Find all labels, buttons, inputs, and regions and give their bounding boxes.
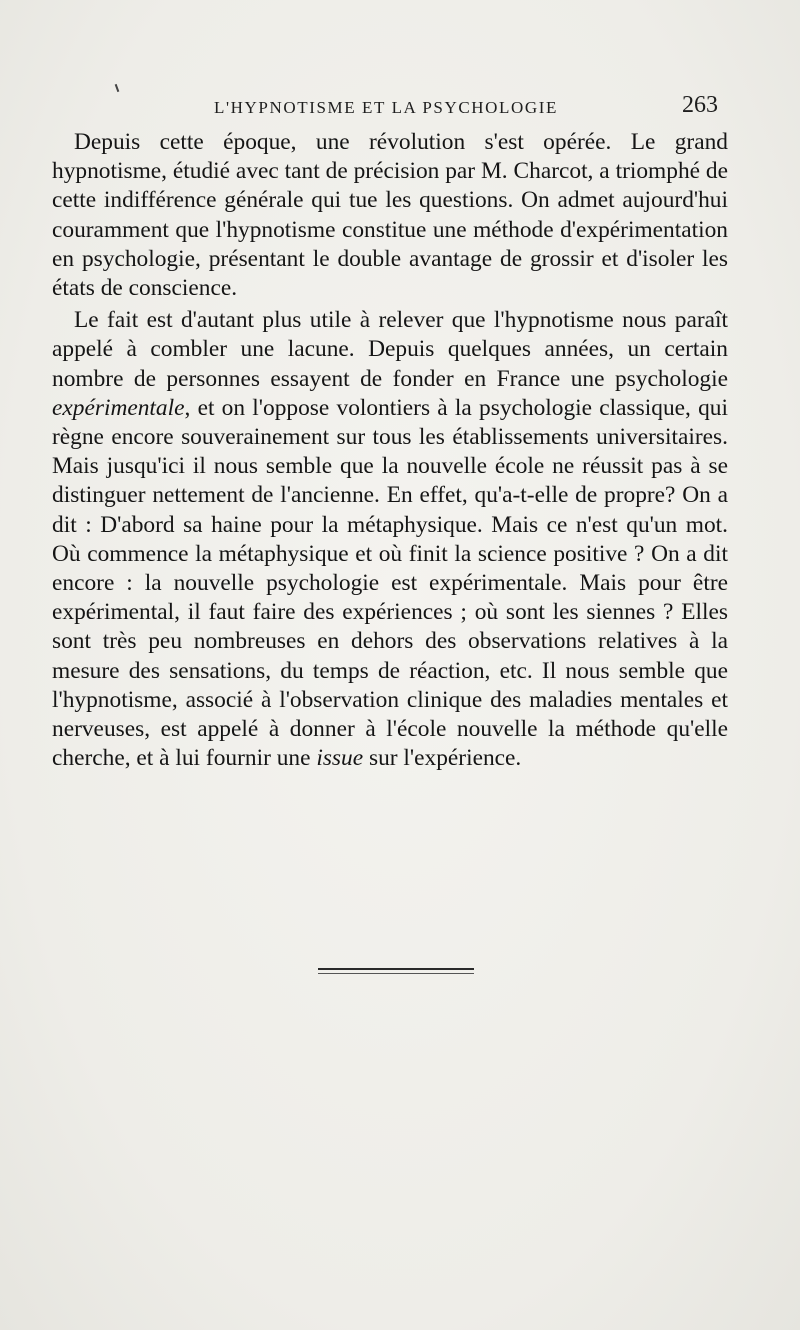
- paragraph-2-text-before: Le fait est d'autant plus utile à relever que l'hypnotisme nous paraît appelé à combler une lacune. Depuis quelques années, un certain nombre de personnes essayent de fonder en France une psychologie: [52, 307, 728, 392]
- paragraph-2-italic-tail: issue: [316, 745, 364, 772]
- paragraph-1: [52, 128, 728, 303]
- paragraph-2-text-after: , et on l'oppose volontiers à la psychologie classique, qui règne encore souverainement sur tous les établissements universitaires. Mais jusqu'ici il nous semble que la nouvelle école ne réussit pas à se distinguer nettement de l'ancienne. En effet, qu'a-t-elle de propre? On a dit : D'abord sa haine pour la métaphysique. Mais ce n'est qu'un mot. Où commence la métaphysique et où finit la science positive ? On a dit encore : la nouvelle psychologie est expérimentale. Mais pour être expérimental, il faut faire des expériences ; où sont les siennes ? Elles sont très peu nombreuses en dehors des observations relatives à la mesure des sensations, du temps de réaction, etc. Il nous semble que l'hypnotisme, associé à l'observation clinique des maladies mentales et nerveuses, est appelé à donner à l'école nouvelle la méthode qu'elle cherche, et à lui fournir une: [52, 394, 728, 772]
- page-number: 263: [682, 92, 718, 118]
- page-header: [52, 94, 728, 124]
- margin-mark: [115, 84, 120, 92]
- section-rule: [318, 968, 474, 974]
- paragraph-2-italic: expérimentale: [52, 394, 185, 421]
- paragraph-1-text: Depuis cette époque, une révolution s'est opérée. Le grand hypnotisme, étudié avec tant de précision par M. Charcot, a triomphé de cette indifférence générale qui tue les questions. On admet aujourd'hui couramment que l'hypnotisme constitue une méthode d'expérimentation en psychologie, présentant le double avantage de grossir et d'isoler les états de conscience.: [52, 129, 728, 302]
- running-title: L'HYPNOTISME ET LA PSYCHOLOGIE: [214, 98, 559, 117]
- paragraph-2: [52, 306, 728, 773]
- body-text: [52, 128, 728, 773]
- paragraph-2-text-end: sur l'expérience.: [363, 745, 522, 772]
